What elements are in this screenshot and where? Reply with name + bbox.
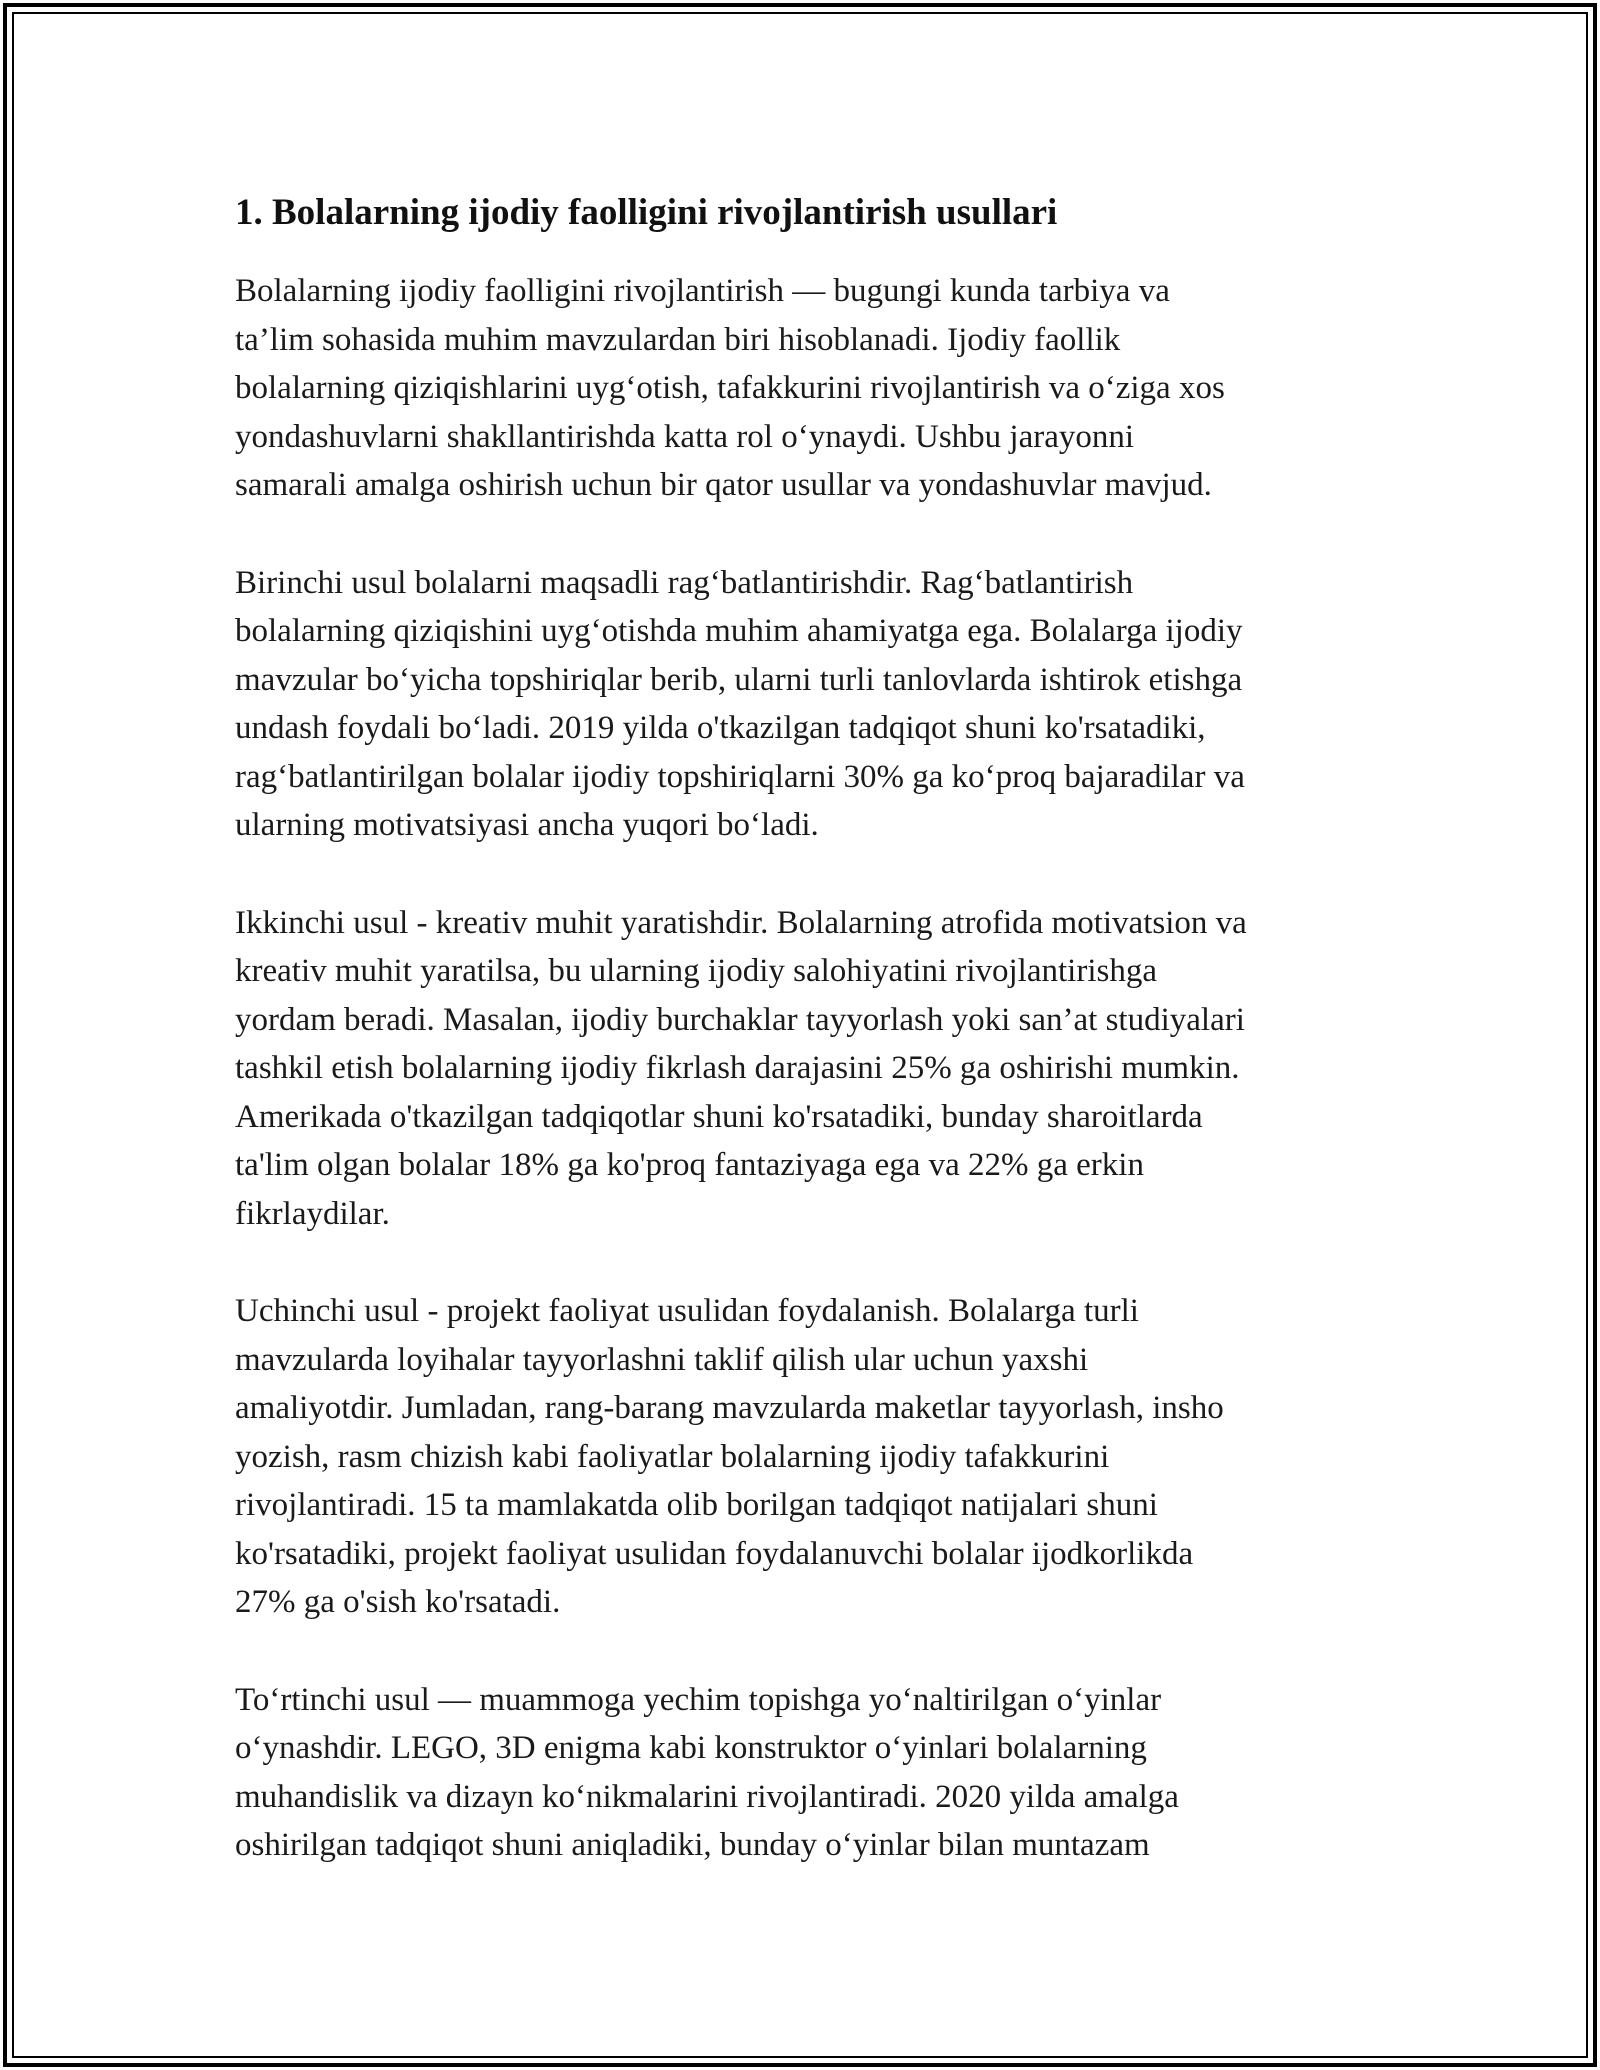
- paragraph-line: 27% ga o'sish ko'rsatadi.: [235, 1584, 561, 1620]
- paragraph-line: muhandislik va dizayn ko‘nikmalarini rivojlantiradi. 2020 yilda amalga: [235, 1778, 1179, 1815]
- paragraph-line: ularning motivatsiyasi ancha yuqori bo‘ladi.: [235, 807, 819, 843]
- paragraph-line: bolalarning qiziqishini uyg‘otishda muhim ahamiyatga ega. Bolalarga ijodiy: [235, 613, 1243, 649]
- paragraph-line: yondashuvlarni shakllantirishda katta rol o‘ynaydi. Ushbu jarayonni: [235, 418, 1135, 455]
- paragraph-line: yordam beradi. Masalan, ijodiy burchaklar tayyorlash yoki san’at studiyalari: [235, 1001, 1245, 1038]
- paragraph-line: kreativ muhit yaratilsa, bu ularning ijodiy salohiyatini rivojlantirishga: [235, 953, 1157, 989]
- paragraph-first-method: [235, 559, 1370, 850]
- paragraph-line: rivojlantiradi. 15 ta mamlakatda olib borilgan tadqiqot natijalari shuni: [235, 1487, 1158, 1523]
- paragraph-third-method: [235, 1287, 1370, 1627]
- paragraph-line: amaliyotdir. Jumladan, rang-barang mavzularda maketlar tayyorlash, insho: [235, 1390, 1224, 1426]
- paragraph-line: mavzular bo‘yicha topshiriqlar berib, ularni turli tanlovlarda ishtirok etishga: [235, 661, 1243, 698]
- paragraph-line: Ikkinchi usul - kreativ muhit yaratishdir. Bolalarning atrofida motivatsion va: [235, 904, 1247, 941]
- paragraph-line: oshirilgan tadqiqot shuni aniqladiki, bunday o‘yinlar bilan muntazam: [235, 1827, 1150, 1863]
- paragraph-line: o‘ynashdir. LEGO, 3D enigma kabi konstruktor o‘yinlari bolalarning: [235, 1730, 1147, 1766]
- paragraph-line: Amerikada o'tkazilgan tadqiqotlar shuni ko'rsatadiki, bunday sharoitlarda: [235, 1098, 1203, 1135]
- paragraph-second-method: [235, 899, 1370, 1239]
- paragraph-line: Uchinchi usul - projekt faoliyat usulidan foydalanish. Bolalarga turli: [235, 1293, 1139, 1329]
- paragraph-line: Bolalarning ijodiy faolligini rivojlantirish — bugungi kunda tarbiya va: [235, 273, 1170, 309]
- document-body: [235, 185, 1370, 1919]
- paragraph-fourth-method: [235, 1676, 1370, 1870]
- paragraph-line: bolalarning qiziqishlarini uyg‘otish, tafakkurini rivojlantirish va o‘ziga xos: [235, 370, 1225, 406]
- paragraph-line: tashkil etish bolalarning ijodiy fikrlash darajasini 25% ga oshirishi mumkin.: [235, 1050, 1240, 1086]
- paragraph-line: ta'lim olgan bolalar 18% ga ko'proq fantaziyaga ega va 22% ga erkin: [235, 1147, 1144, 1183]
- paragraph-line: mavzularda loyihalar tayyorlashni taklif qilish ular uchun yaxshi: [235, 1341, 1089, 1378]
- paragraph-line: ta’lim sohasida muhim mavzulardan biri hisoblanadi. Ijodiy faollik: [235, 321, 1121, 358]
- paragraph-line: yozish, rasm chizish kabi faoliyatlar bolalarning ijodiy tafakkurini: [235, 1438, 1110, 1475]
- paragraph-intro: [235, 267, 1370, 510]
- section-heading: 1. Bolalarning ijodiy faolligini rivojlantirish usullari: [235, 192, 1058, 233]
- paragraph-line: Birinchi usul bolalarni maqsadli rag‘batlantirishdir. Rag‘batlantirish: [235, 564, 1134, 601]
- paragraph-line: rag‘batlantirilgan bolalar ijodiy topshiriqlarni 30% ga ko‘proq bajaradilar va: [235, 758, 1245, 795]
- paragraph-line: fikrlaydilar.: [235, 1195, 390, 1232]
- paragraph-line: ko'rsatadiki, projekt faoliyat usulidan foydalanuvchi bolalar ijodkorlikda: [235, 1535, 1194, 1572]
- paragraph-line: undash foydali bo‘ladi. 2019 yilda o'tkazilgan tadqiqot shuni ko'rsatadiki,: [235, 710, 1206, 746]
- paragraph-line: To‘rtinchi usul — muammoga yechim topishga yo‘naltirilgan o‘yinlar: [235, 1681, 1162, 1718]
- paragraph-line: samarali amalga oshirish uchun bir qator usullar va yondashuvlar mavjud.: [235, 467, 1212, 503]
